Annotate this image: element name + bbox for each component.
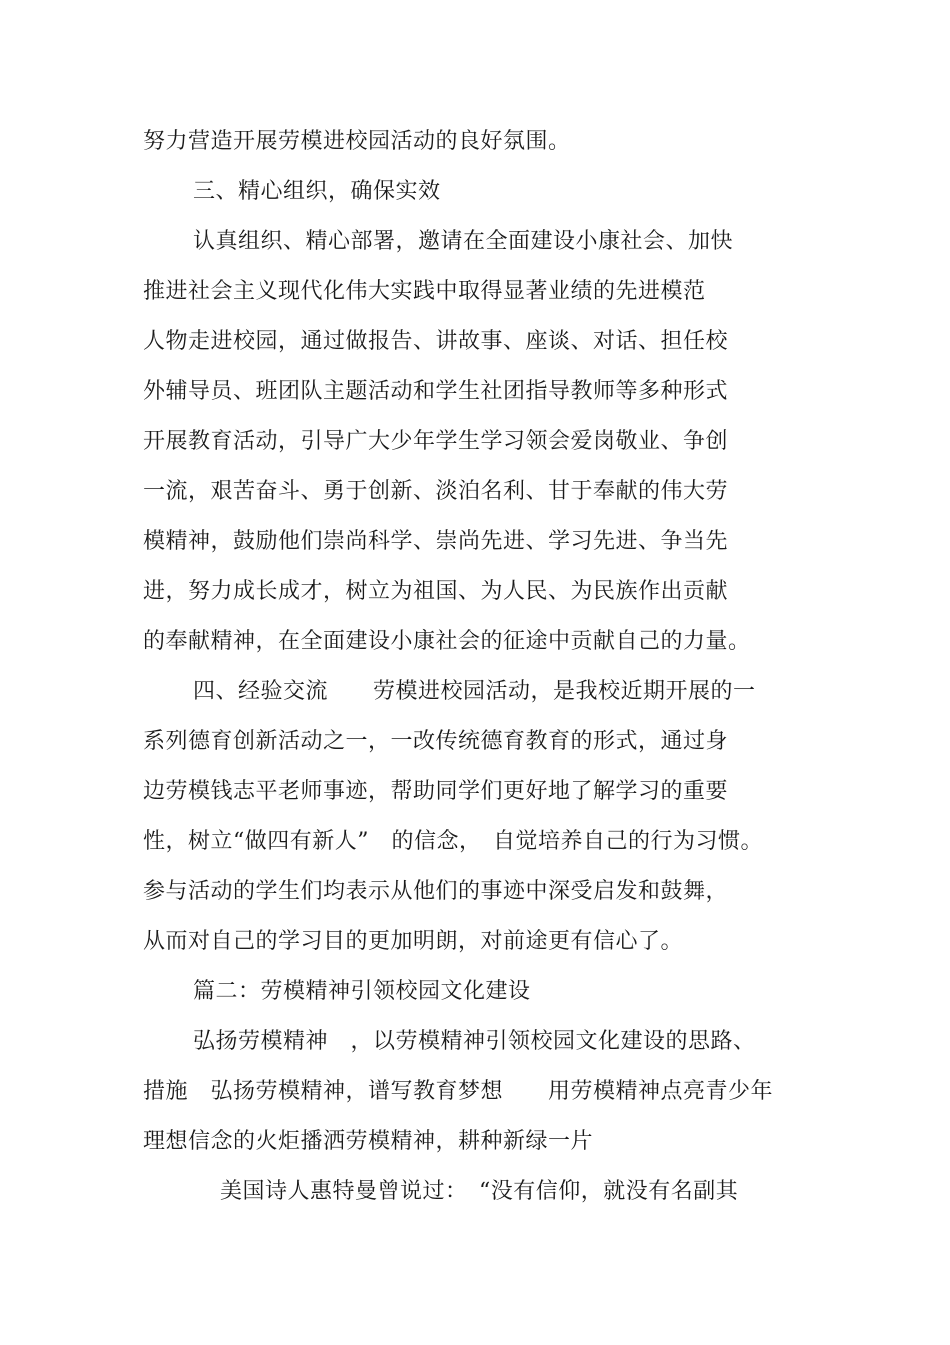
section-heading: 四、经验交流 劳模进校园活动，是我校近期开展的一 bbox=[193, 679, 756, 704]
section-heading: 三、精心组织，确保实效 bbox=[193, 179, 441, 204]
text-line: 措施 弘扬劳模精神，谱写教育梦想 用劳模精神点亮青少年 bbox=[143, 1079, 774, 1104]
chapter-heading: 篇二：劳模精神引领校园文化建设 bbox=[193, 979, 531, 1004]
text-line: 理想信念的火炬播洒劳模精神，耕种新绿一片 bbox=[143, 1129, 594, 1154]
text-line: 参与活动的学生们均表示从他们的事迹中深受启发和鼓舞， bbox=[143, 879, 729, 904]
text-line: 从而对自己的学习目的更加明朗，对前途更有信心了。 bbox=[143, 929, 684, 954]
text-line: 弘扬劳模精神 ，以劳模精神引领校园文化建设的思路、 bbox=[193, 1029, 756, 1054]
text-line: 进，努力成长成才，树立为祖国、为人民、为民族作出贡献 bbox=[143, 579, 729, 604]
text-line: 美国诗人惠特曼曾说过： “没有信仰，就没有名副其 bbox=[220, 1179, 739, 1204]
text-line: 认真组织、精心部署，邀请在全面建设小康社会、加快 bbox=[193, 229, 734, 254]
text-line: 性，树立“做四有新人” 的信念， 自觉培养自己的行为习惯。 bbox=[143, 829, 763, 854]
text-line: 一流，艰苦奋斗、勇于创新、淡泊名利、甘于奉献的伟大劳 bbox=[143, 479, 729, 504]
text-line: 外辅导员、班团队主题活动和学生社团指导教师等多种形式 bbox=[143, 379, 729, 404]
text-line: 开展教育活动，引导广大少年学生学习领会爱岗敬业、争创 bbox=[143, 429, 729, 454]
text-line: 人物走进校园，通过做报告、讲故事、座谈、对话、担任校 bbox=[143, 329, 729, 354]
text-line: 边劳模钱志平老师事迹，帮助同学们更好地了解学习的重要 bbox=[143, 779, 729, 804]
text-line: 系列德育创新活动之一，一改传统德育教育的形式，通过身 bbox=[143, 729, 729, 754]
text-line: 努力营造开展劳模进校园活动的良好氛围。 bbox=[143, 129, 571, 154]
text-line: 推进社会主义现代化伟大实践中取得显著业绩的先进模范 bbox=[143, 279, 706, 304]
text-line: 的奉献精神，在全面建设小康社会的征途中贡献自己的力量。 bbox=[143, 629, 751, 654]
text-line: 模精神，鼓励他们崇尚科学、崇尚先进、学习先进、争当先 bbox=[143, 529, 729, 554]
